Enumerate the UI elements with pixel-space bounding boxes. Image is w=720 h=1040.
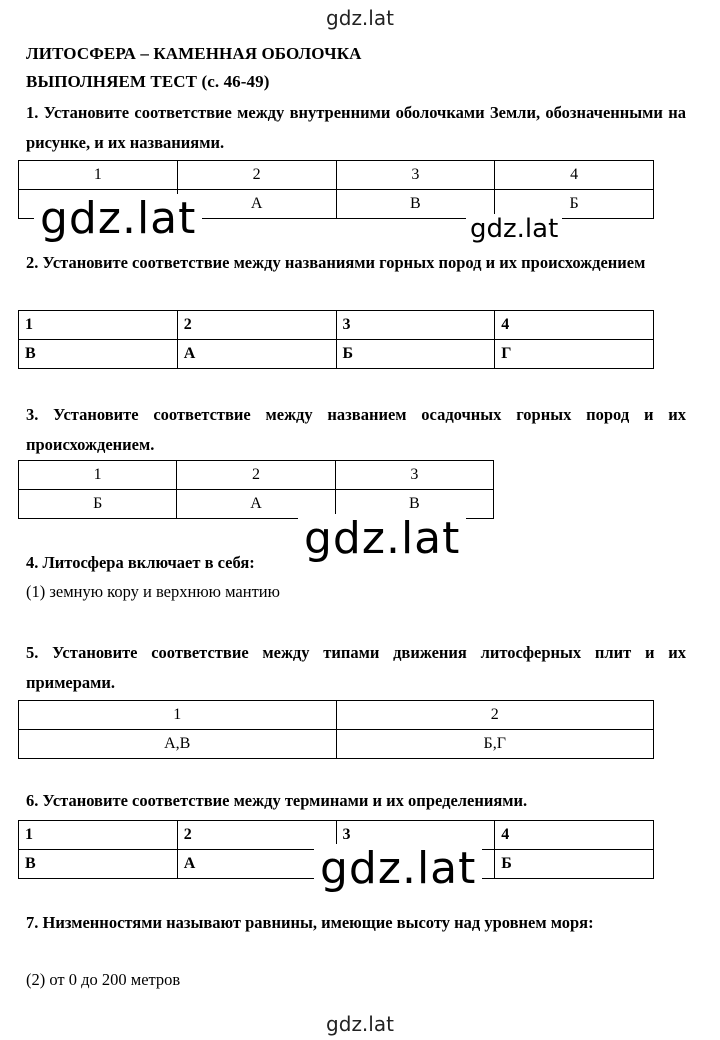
table-header-cell: 3 [335, 461, 493, 490]
table-cell: Б,Г [336, 730, 654, 759]
table-row [19, 340, 654, 369]
table-header-cell: 2 [177, 461, 335, 490]
question-2: 2. Установите соответствие между названиями горных пород и их происхождением [26, 253, 646, 272]
table-cell: Б [336, 340, 495, 369]
watermark-overlay: gdz.lat [34, 194, 202, 244]
table-header-cell: 2 [177, 161, 336, 190]
page-subtitle: ВЫПОЛНЯЕМ ТЕСТ (с. 46-49) [26, 72, 270, 91]
question-4: 4. Литосфера включает в себя: [26, 553, 255, 572]
question-7: 7. Низменностями называют равнины, имеющие высоту над уровнем моря: [26, 913, 594, 932]
answer-7: (2) от 0 до 200 метров [26, 970, 181, 989]
table-cell: А [177, 190, 336, 219]
table-row [19, 701, 654, 730]
table-header-cell: 2 [177, 311, 336, 340]
table-header-cell: 1 [19, 311, 178, 340]
watermark-overlay: gdz.lat [466, 214, 562, 244]
table-header-cell: 1 [19, 161, 178, 190]
table-header-cell: 4 [495, 161, 654, 190]
question-3: 3. Установите соответствие между названием осадочных горных пород и их происхождением. [26, 405, 686, 454]
table-header-cell: 1 [19, 821, 178, 850]
table-cell: В [19, 850, 178, 879]
table-cell: В [336, 190, 495, 219]
table-header-cell: 3 [336, 821, 495, 850]
table-cell: А [177, 490, 335, 519]
watermark-overlay: gdz.lat [314, 844, 482, 894]
watermark-top: gdz.lat [326, 6, 394, 30]
question-5: 5. Установите соответствие между типами движения литосферных плит и их примерами. [26, 643, 686, 692]
table-cell: А [177, 340, 336, 369]
table-cell: Б [495, 190, 654, 219]
answer-table-2 [18, 310, 654, 369]
table-header-cell: 1 [19, 701, 337, 730]
table-header-cell: 4 [495, 821, 654, 850]
answer-table-3 [18, 460, 494, 519]
table-header-cell: 2 [336, 701, 654, 730]
table-header-cell: 3 [336, 161, 495, 190]
question-6: 6. Установите соответствие между терминами и их определениями. [26, 791, 528, 810]
page-title: ЛИТОСФЕРА – КАМЕННАЯ ОБОЛОЧКА [26, 44, 362, 63]
table-row [19, 461, 494, 490]
watermark-bottom: gdz.lat [326, 1012, 394, 1036]
table-cell: А,В [19, 730, 337, 759]
table-header-cell: 3 [336, 311, 495, 340]
table-cell: А [177, 850, 336, 879]
table-row [19, 311, 654, 340]
watermark-overlay: gdz.lat [298, 514, 466, 564]
table-row [19, 730, 654, 759]
table-header-cell: 2 [177, 821, 336, 850]
question-1: 1. Установите соответствие между внутренними оболочками Земли, обозначенными на рисунке, и их названиями. [26, 103, 686, 152]
table-cell: Г [495, 340, 654, 369]
table-header-cell: 4 [495, 311, 654, 340]
table-cell: Б [495, 850, 654, 879]
table-cell: Б [19, 490, 177, 519]
table-cell: В [19, 340, 178, 369]
answer-4: (1) земную кору и верхнюю мантию [26, 582, 280, 601]
table-row [19, 161, 654, 190]
table-cell: В [335, 490, 493, 519]
answer-table-5 [18, 700, 654, 759]
table-header-cell: 1 [19, 461, 177, 490]
